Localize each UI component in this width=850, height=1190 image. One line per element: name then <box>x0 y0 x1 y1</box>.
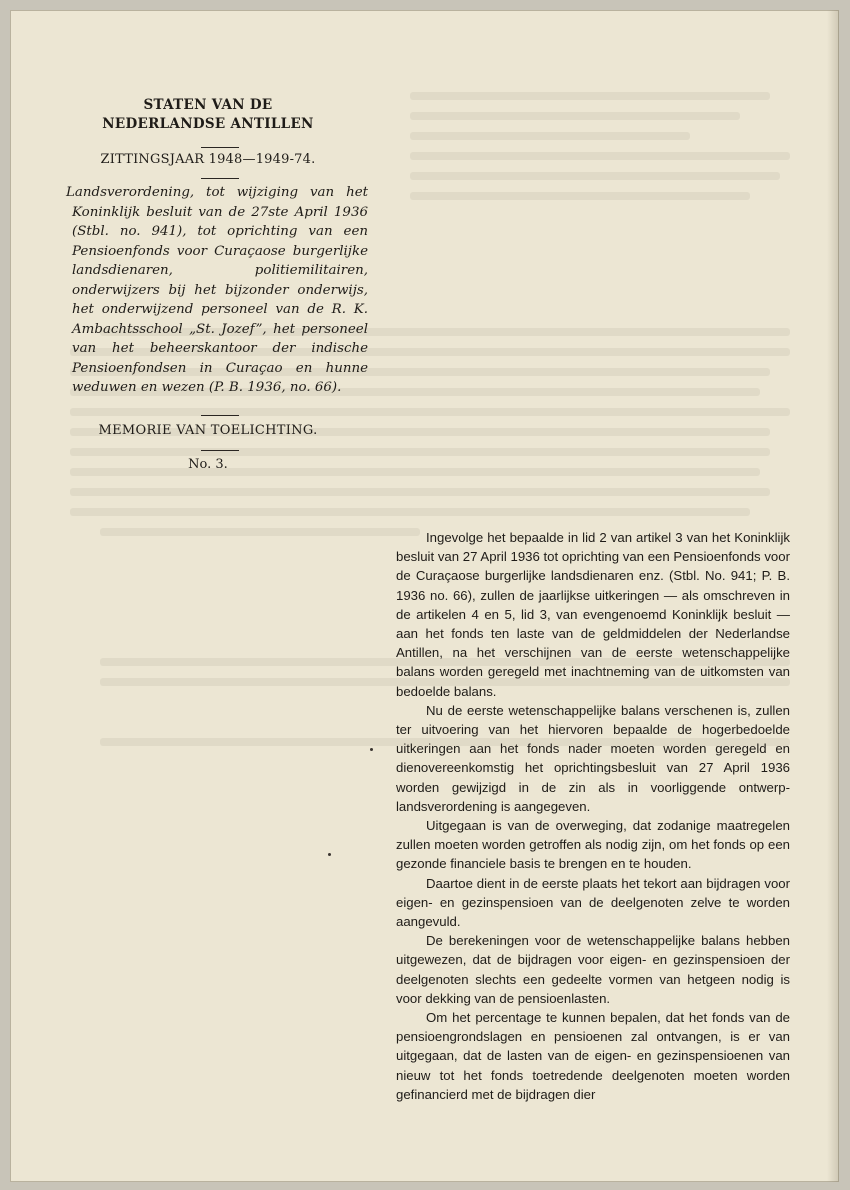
paragraph: De berekeningen voor de wetenschappelijke balans hebben uitgewezen, dat de bijdragen voor eigen- en gezinspensioen der deelgenoten slechts een gedeelte vormen van hetgeen nodig is voor dekking van de pensioenlasten. <box>396 933 790 1006</box>
paragraph: Uitgegaan is van de overweging, dat zodanige maatregelen zullen moeten worden getroffen als nodig zijn, om het fonds op een gezonde financiele basis te brengen en te houden. <box>396 818 790 872</box>
speck <box>370 748 373 751</box>
rule-below-memo <box>201 450 239 451</box>
speck <box>328 853 331 856</box>
header-line-2: NEDERLANDSE ANTILLEN <box>102 116 314 132</box>
header-line-1: STATEN VAN DE <box>143 97 273 113</box>
memo-number: No. 3. <box>188 457 228 472</box>
paragraph: Ingevolge het bepaalde in lid 2 van artikel 3 van het Koninklijk besluit van 27 April 1936 tot oprichting van een Pensioenfonds voor de Curaçaose burgerlijke landsdienaren enz. (Stbl. No. 941; P. B. 1936 no. 66), zullen de jaarlijkse uitkeringen — als omschreven in de artikelen 4 en 5, lid 3, van evengenoemd Koninklijk besluit — aan het fonds ten laste van de geldmiddelen der Nederlandse Antillen, na het verschijnen van de eerste wetenschappelijke balans worden geregeld met inachtneming van de uitkomsten van bedoelde balans. <box>396 530 790 699</box>
rule-below-session <box>201 178 239 179</box>
body-text <box>396 528 790 1104</box>
session-year: ZITTINGSJAAR 1948—1949-74. <box>100 152 316 167</box>
rule-above-memo <box>201 415 239 416</box>
paragraph: Nu de eerste wetenschappelijke balans verschenen is, zullen ter uitvoering van het hiervoren bepaalde de hogerbedoelde uitkeringen aan het fonds nader moeten worden geregeld en dienovereenkomstig het oprichtingsbesluit van 27 April 1936 worden gewijzigd in de zin als in voorliggende ontwerp-landsverordening is aangegeven. <box>396 702 790 814</box>
law-title: Landsverordening, tot wijziging van het Koninklijk besluit van de 27ste April 1936 (Stbl. no. 941), tot oprichting van een Pensioenfonds voor Curaçaose burgerlijke landsdienaren, politiemilitairen, onderwijzers bij het bijzonder onderwijs, het onderwijzend personeel van de R. K. Ambachtsschool „St. Jozef”, het personeel van het beheerskantoor der indische Pensioenfondsen in Curaçao en hunne weduwen en wezen (P. B. 1936, no. 66). <box>66 185 368 395</box>
rule-below-header <box>201 147 239 148</box>
memo-heading: MEMORIE VAN TOELICHTING. <box>98 423 318 438</box>
paragraph: Om het percentage te kunnen bepalen, dat het fonds van de pensioengrondslagen en pensioenen zal ontvangen, is er van uitgegaan, dat de lasten van de eigen- en gezinspensioenen van nieuw tot het fonds toetredende deelgenoten moeten worden gefinancierd met de bijdragen dier <box>396 1010 790 1102</box>
paragraph: Daartoe dient in de eerste plaats het tekort aan bijdragen voor eigen- en gezinspensioen van de deelgenoten zelve te worden aangevuld. <box>396 875 790 930</box>
page-edge-shadow <box>827 10 839 1182</box>
